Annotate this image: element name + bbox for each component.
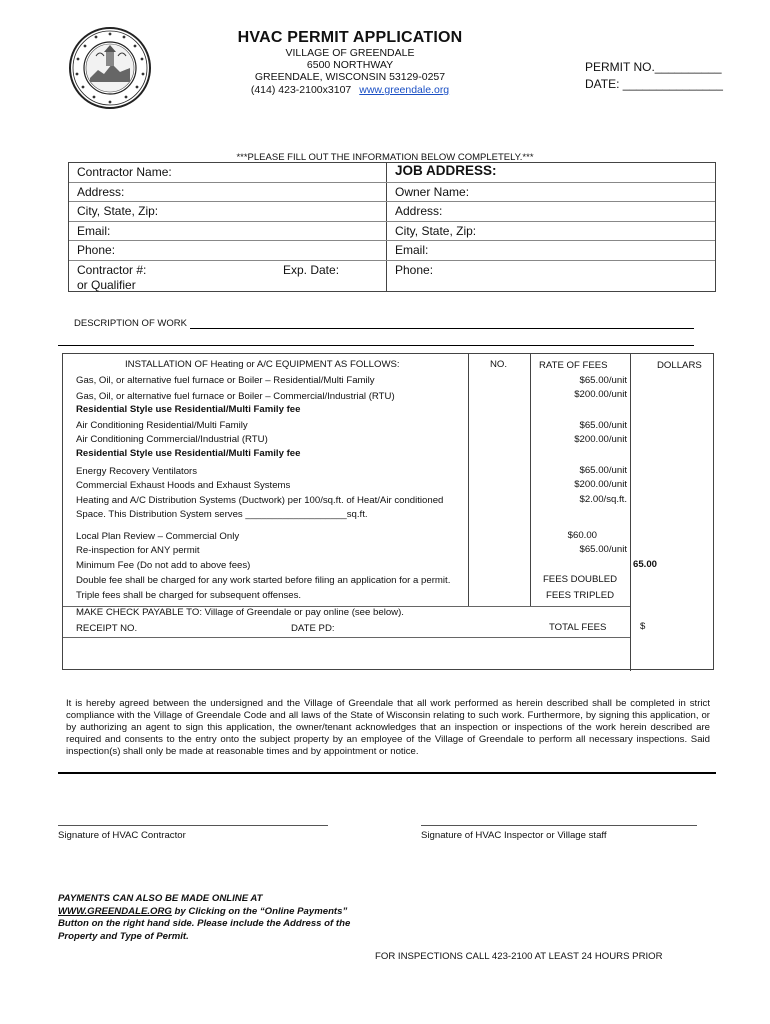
fill-instructions: ***PLEASE FILL OUT THE INFORMATION BELOW COMPLETELY.*** (236, 152, 534, 163)
fee-row-plan-review: Local Plan Review – Commercial Only (76, 531, 240, 542)
online-line-1: PAYMENTS CAN ALSO BE MADE ONLINE AT (58, 893, 263, 904)
contractor-address-field[interactable]: Address: (77, 185, 125, 199)
contractor-number-field[interactable]: Contractor #: (77, 263, 147, 277)
phone-number: (414) 423-2100x3107 (250, 84, 352, 96)
fee-table (62, 353, 714, 670)
fee-row-ductwork-sqft: Space. This Distribution System serves ___________________sq.ft. (76, 509, 368, 520)
rate-ac-commercial: $200.00/unit (574, 434, 627, 445)
contractor-phone-field[interactable]: Phone: (77, 243, 116, 257)
fee-row-reinspection: Re-inspection for ANY permit (76, 545, 200, 556)
exp-date-field[interactable]: Exp. Date: (283, 263, 340, 277)
fee-row-ac-commercial: Air Conditioning Commercial/Industrial (RTU) (76, 434, 268, 445)
rate-plan-review: $60.00 (567, 530, 597, 541)
date-paid-field[interactable]: DATE PD: (291, 623, 335, 634)
website-link[interactable]: www.greendale.org (359, 84, 450, 96)
fee-row-furnace-commercial: Gas, Oil, or alternative fuel furnace or Boiler – Commercial/Industrial (RTU) (76, 391, 395, 402)
no-header: NO. (490, 359, 508, 370)
make-check-payable: MAKE CHECK PAYABLE TO: Village of Greendale or pay online (see below). (76, 607, 404, 618)
double-fee-note: Double fee shall be charged for any work started before filing an application for a permit. (76, 575, 451, 586)
rate-furnace-residential: $65.00/unit (579, 375, 627, 386)
address-line-3: GREENDALE, WISCONSIN 53129-0257 (254, 71, 446, 83)
rate-header: RATE OF FEES (539, 360, 608, 371)
job-phone-field[interactable]: Phone: (395, 263, 434, 277)
inspector-signature-label: Signature of HVAC Inspector or Village staff (421, 830, 607, 841)
contractor-qualifier-label: or Qualifier (77, 278, 136, 292)
contractor-signature-label: Signature of HVAC Contractor (58, 830, 186, 841)
dollars-header: DOLLARS (657, 360, 702, 371)
fee-row-furnace-residential: Gas, Oil, or alternative fuel furnace or Boiler – Residential/Multi Family (76, 375, 375, 386)
contractor-name-field[interactable]: Contractor Name: (77, 165, 172, 179)
contractor-signature-line[interactable] (58, 825, 328, 826)
description-line-1[interactable] (190, 328, 694, 329)
job-city-field[interactable]: City, State, Zip: (395, 224, 477, 238)
total-fees-label: TOTAL FEES (549, 622, 607, 633)
fees-tripled: FEES TRIPLED (545, 590, 615, 601)
agreement-text: It is hereby agreed between the undersigned and the Village of Greendale that all work performed as herein described shall be completed in strict compliance with the Village of Greendale Code and all laws of the State of Wisconsin relating to such work. Furthermore, by signing this application, or by authorizing an agent to sign this application, the owner/tenant acknowledges that an inspection or inspections of the work herein described are required and consents to the entry onto the subject property by an employee of the Village of Greendale to perform all necessary inspections. Said inspection(s) shall only be made at reasonable times and by appointment or notice. (66, 698, 710, 757)
rate-exhaust: $200.00/unit (574, 479, 627, 490)
triple-fee-note: Triple fees shall be charged for subsequent offenses. (76, 590, 302, 601)
rate-reinspection: $65.00/unit (579, 544, 627, 555)
rate-ac-residential: $65.00/unit (579, 420, 627, 431)
job-address-heading: JOB ADDRESS: (395, 163, 497, 178)
fee-row-furnace-note: Residential Style use Residential/Multi Family fee (76, 404, 301, 415)
description-label: DESCRIPTION OF WORK (74, 318, 187, 329)
online-line-2: by Clicking on the “Online Payments” Button on the right hand side. Please include the Address of the Property and Type of Permit. (58, 905, 351, 942)
rate-furnace-commercial: $200.00/unit (574, 389, 627, 400)
fee-row-exhaust: Commercial Exhaust Hoods and Exhaust Systems (76, 480, 291, 491)
online-payment-note (58, 893, 368, 943)
description-line-2[interactable] (58, 345, 694, 346)
job-email-field[interactable]: Email: (395, 243, 429, 257)
install-header: INSTALLATION OF Heating or A/C EQUIPMENT AS FOLLOWS: (125, 359, 400, 370)
form-title: HVAC PERMIT APPLICATION (237, 29, 463, 46)
owner-name-field[interactable]: Owner Name: (395, 185, 470, 199)
contractor-job-box (68, 162, 716, 292)
fee-row-ductwork: Heating and A/C Distribution Systems (Ductwork) per 100/sq.ft. of Heat/Air conditioned (76, 495, 444, 506)
permit-no-field[interactable]: PERMIT NO.__________ (585, 60, 722, 74)
online-link[interactable]: WWW.GREENDALE.ORG (58, 905, 172, 917)
inspection-call-note: FOR INSPECTIONS CALL 423-2100 AT LEAST 24 HOURS PRIOR (375, 951, 663, 962)
receipt-no-field[interactable]: RECEIPT NO. (76, 623, 138, 634)
fee-row-minimum: Minimum Fee (Do not add to above fees) (76, 560, 251, 571)
total-fees-dollar[interactable]: $ (640, 621, 646, 632)
inspector-signature-line[interactable] (421, 825, 697, 826)
fee-row-ac-note: Residential Style use Residential/Multi Family fee (76, 448, 301, 459)
address-line-1: VILLAGE OF GREENDALE (285, 47, 415, 59)
rate-ductwork: $2.00/sq.ft. (579, 494, 627, 505)
contractor-email-field[interactable]: Email: (77, 224, 111, 238)
address-line-2: 6500 NORTHWAY (306, 59, 394, 71)
section-divider (58, 772, 716, 774)
fee-row-erv: Energy Recovery Ventilators (76, 466, 198, 477)
job-address-field[interactable]: Address: (395, 204, 443, 218)
contractor-city-field[interactable]: City, State, Zip: (77, 204, 159, 218)
fees-doubled: FEES DOUBLED (542, 574, 618, 585)
date-field[interactable]: DATE: _______________ (585, 77, 723, 91)
rate-erv: $65.00/unit (579, 465, 627, 476)
minimum-fee-dollars: 65.00 (633, 559, 658, 570)
fee-row-ac-residential: Air Conditioning Residential/Multi Family (76, 420, 248, 431)
